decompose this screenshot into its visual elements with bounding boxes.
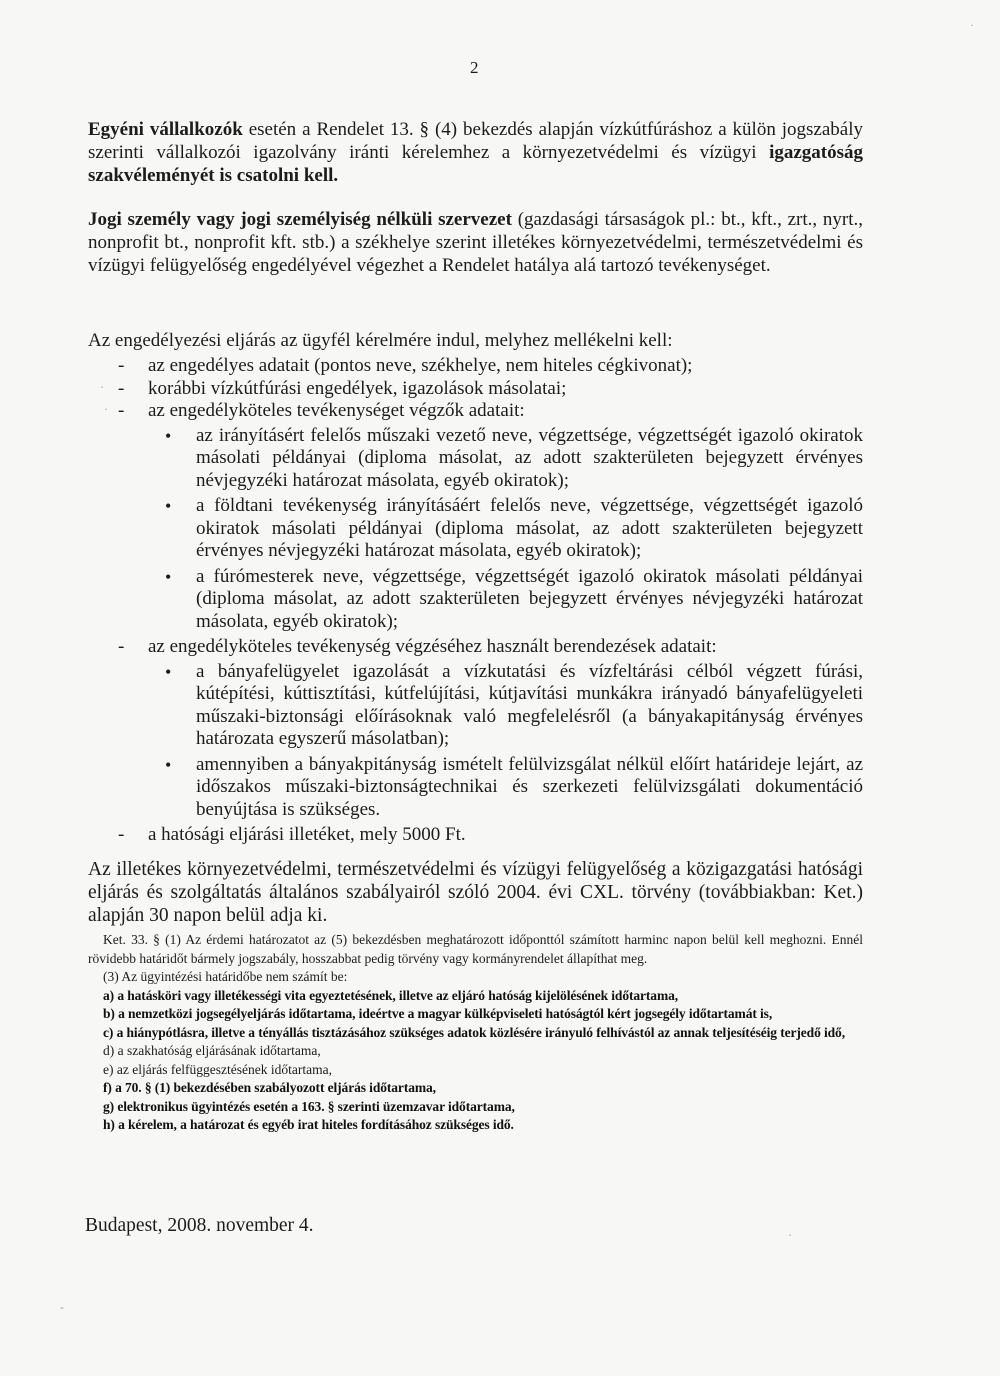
ket-item: f) a 70. § (1) bekezdésében szabályozott eljárás időtartama, [103,1080,436,1095]
page-number: 2 [470,58,479,77]
scan-speck-icon: · [104,402,108,416]
list-item: - a hatósági eljárási illetéket, mely 5000 Ft. [88,824,863,847]
sublist-item: • amennyiben a bányakpitányság ismételt felülvizsgálat nélkül előírt határideje lejárt, az időszakos műszaki-biztonságtechnikai és szerkezeti felülvizsgálati dokumentáció benyújtása is szükséges. [88,754,863,822]
ket-item: a) a hatásköri vagy illetékességi vita egyeztetésének, illetve az eljáró hatóság kijelölésének időtartama, [103,987,679,1003]
para4-text: Az illetékes környezetvédelmi, természetvédelmi és vízügyi felügyelőség a közigazgatási hatósági eljárás és szolgáltatás általános szabályairól szóló 2004. évi CXL. törvény (továbbiakban: Ket.) alapján 30 napon belül adja ki. [88,859,863,926]
scan-speck-icon: - [60,1300,64,1314]
ket-item: h) a kérelem, a határozat és egyéb irat hiteles fordításához szükséges idő. [103,1117,514,1132]
paragraph-legal-entities [88,208,863,277]
ket-item: d) a szakhatóság eljárásának időtartama, [103,1043,321,1058]
paragraph-individual-entrepreneurs [88,118,863,187]
para3-intro: Az engedélyezési eljárás az ügyfél kérelmére indul, melyhez mellékelni kell: [88,330,673,351]
list-item: - korábbi vízkútfúrási engedélyek, igazolások másolatai; [88,378,863,401]
document-date: Budapest, 2008. november 4. [85,1215,314,1236]
sublist-item: • a földtani tevékenység irányításáért felelős neve, végzettsége, végzettségét igazoló okiratok másolati példányai (diploma másolat, az adott szakterületen bejegyzett érvényes névjegyzéki határozat másolata, egyéb okiratok); [88,495,863,563]
sublist-item: • a bányafelügyelet igazolását a vízkutatási és vízfeltárási célból végzett fúrási, kútépítési, kúttisztítási, kútfelújítási, kútjavítási munkákra irányadó bányafelügyeleti műszaki-biztonsági előírásoknak való megfelelésről (a bányakapitányság érvényes határozata egyszerű másolatban); [88,661,863,751]
paragraph-authority-deadline [88,858,863,927]
ket-quote [88,931,863,1135]
ket-paragraph: (3) Az ügyintézési határidőbe nem számít be: [103,969,348,984]
scan-speck-icon: · [970,18,974,32]
para1-bold-end: igazgatóság szakvéleményét is csatolni kell. [88,142,863,186]
para1-text: esetén a Rendelet 13. § (4) bekezdés alapján vízkútfúráshoz a külön jogszabály szerinti vállalkozói igazolvány iránti kérelemhez a környezetvédelmi és vízügyi [88,119,863,163]
ket-item: e) az eljárás felfüggesztésének időtartama, [103,1061,332,1077]
paragraph-application-requirements [88,329,863,847]
list-item: - az engedélyköteles tevékenység végzéséhez használt berendezések adatait: [88,636,863,659]
ket-item: c) a hiánypótlásra, illetve a tényállás tisztázásához szükséges adatok közlésére irányuló felhívástól az annak teljesítéséig terjedő idő, [103,1024,845,1040]
sublist-item: • a fúrómesterek neve, végzettsége, végzettségét igazoló okiratok másolati példányai (diploma másolat, az adott szakterületen bejegyzett érvényes névjegyzéki határozat másolata, egyéb okiratok); [88,566,863,634]
para2-text: (gazdasági társaságok pl.: bt., kft., zrt., nyrt., nonprofit bt., nonprofit kft. stb.) a székhelye szerint illetékes környezetvédelmi, természetvédelmi és vízügyi felügyelőség engedélyével végezhet a Rendelet hatálya alá tartozó tevékenységet. [88,209,864,276]
equipment-list [88,636,863,659]
list-item: - az engedélyes adatait (pontos neve, székhelye, nem hiteles cégkivonat); [88,355,863,378]
requirements-list [88,355,863,423]
fee-list [88,824,863,847]
scan-speck-icon: · [100,380,104,394]
equipment-sublist [88,661,863,822]
para1-bold-start: Egyéni vállalkozók [88,119,243,140]
para2-bold-start: Jogi személy vagy jogi személyiség nélküli szervezet [88,209,512,230]
list-item [88,400,863,423]
persons-sublist [88,425,863,634]
ket-item: b) a nemzetközi jogsegélyeljárás időtartama, ideértve a magyar külképviseleti hatóságtól kért jogsegély időtartamát is, [103,1006,773,1021]
sublist-item: • az irányításért felelős műszaki vezető neve, végzettsége, végzettségét igazoló okiratok másolati példányai (diploma másolat, az adott szakterületen bejegyzett érvényes névjegyzéki határozat másolata, egyéb okiratok); [88,425,863,493]
scan-speck-icon: · [788,1228,792,1242]
ket-paragraph: Ket. 33. § (1) Az érdemi határozatot az (5) bekezdésben meghatározott időponttól számított harminc napon belül kell meghozni. Ennél rövidebb határidőt bármely jogszabály, hosszabbat pedig törvény vagy kormányrendelet állapíthat meg. [88,932,863,966]
ket-item: g) elektronikus ügyintézés esetén a 163. § szerinti üzemzavar időtartama, [103,1098,515,1114]
list-item-label: az engedélyköteles tevékenységet végzők adatait: [148,400,525,421]
